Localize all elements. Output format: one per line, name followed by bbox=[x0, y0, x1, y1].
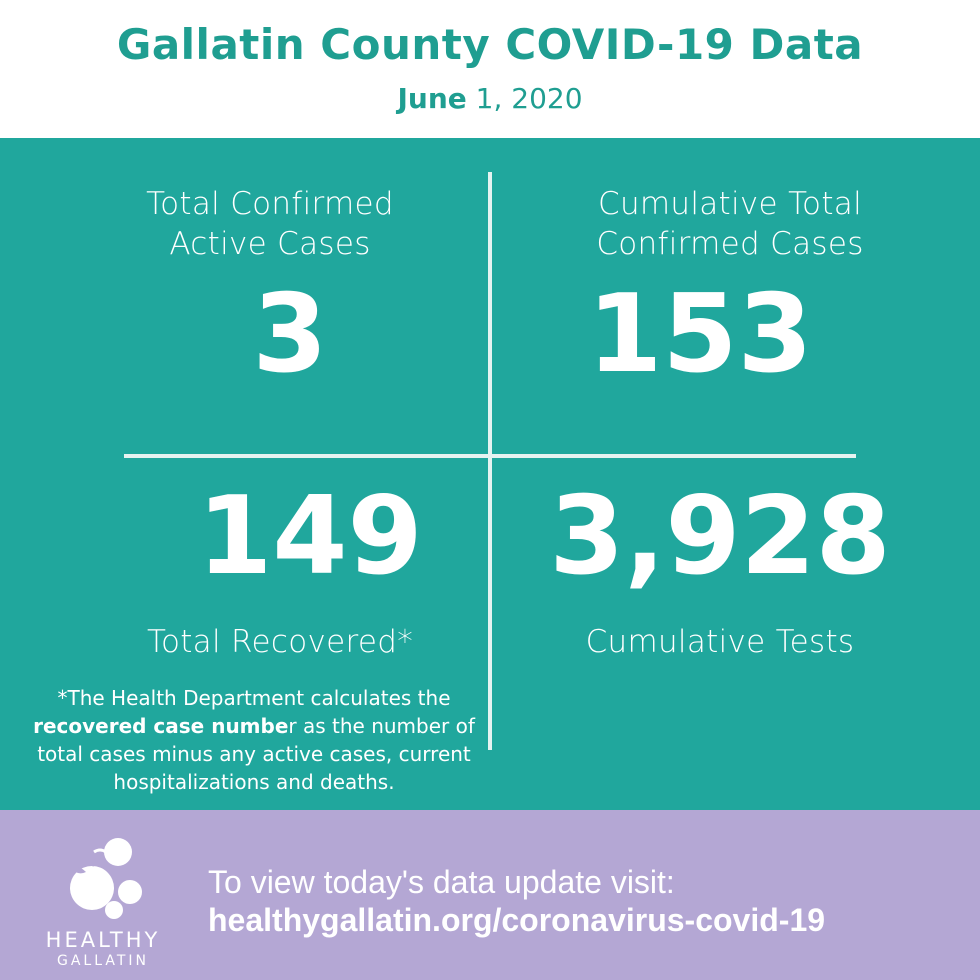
page-date bbox=[0, 82, 980, 115]
date-rest: 1, 2020 bbox=[466, 82, 583, 115]
vertical-divider bbox=[488, 172, 492, 750]
footnote-part1: *The Health Department calculates the bbox=[57, 686, 451, 710]
fruit-logo-icon bbox=[56, 832, 146, 922]
cumulative-cases-label bbox=[560, 184, 900, 264]
header bbox=[0, 0, 980, 138]
cumulative-cases-label-line2: Confirmed Cases bbox=[596, 226, 864, 262]
logo-subtitle: GALLATIN bbox=[57, 953, 149, 969]
healthy-gallatin-logo bbox=[28, 832, 178, 972]
tests-label: Cumulative Tests bbox=[585, 624, 855, 660]
footnote-bold: recovered case numbe bbox=[33, 714, 289, 738]
cumulative-cases-value: 153 bbox=[587, 272, 813, 397]
stats-panel bbox=[0, 138, 980, 810]
active-cases-label-line1: Total Confirmed bbox=[146, 186, 394, 222]
active-cases-label bbox=[110, 184, 430, 264]
recovered-label: Total Recovered* bbox=[146, 624, 413, 660]
footer bbox=[0, 810, 980, 980]
cumulative-cases-label-line1: Cumulative Total bbox=[598, 186, 862, 222]
cta-text: To view today's data update visit: bbox=[208, 864, 675, 900]
recovered-footnote bbox=[20, 684, 488, 796]
recovered-value: 149 bbox=[197, 474, 423, 599]
date-month: June bbox=[397, 82, 467, 115]
tests-value: 3,928 bbox=[549, 474, 891, 599]
horizontal-divider bbox=[124, 454, 856, 458]
footnote-part2: r as the number of total cases minus any active cases, current hospitalizations and deaths. bbox=[37, 714, 475, 794]
logo-wordmark: HEALTHY bbox=[45, 928, 161, 952]
page-title: Gallatin County COVID-19 Data bbox=[116, 20, 864, 69]
active-cases-value: 3 bbox=[252, 272, 328, 397]
cta-url[interactable]: healthygallatin.org/coronavirus-covid-19 bbox=[208, 902, 826, 938]
active-cases-label-line2: Active Cases bbox=[169, 226, 371, 262]
